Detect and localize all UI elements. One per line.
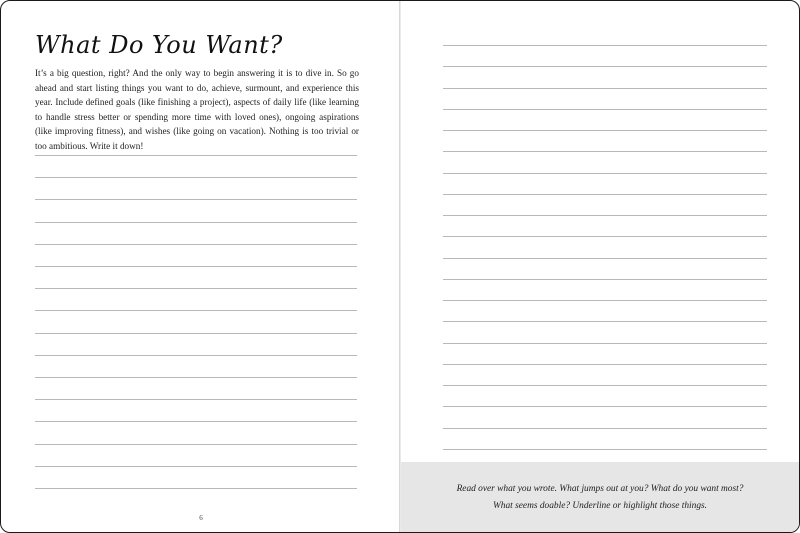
writing-line[interactable] xyxy=(443,385,767,386)
callout-line-2: What seems doable? Underline or highlight those things. xyxy=(492,501,708,511)
right-writing-lines xyxy=(401,1,799,532)
writing-line[interactable] xyxy=(443,300,767,301)
writing-line[interactable] xyxy=(35,444,357,445)
writing-line[interactable] xyxy=(35,199,357,200)
reflection-callout xyxy=(401,462,799,532)
writing-line[interactable] xyxy=(443,364,767,365)
left-writing-lines xyxy=(1,1,399,532)
writing-line[interactable] xyxy=(443,173,767,174)
writing-line[interactable] xyxy=(443,215,767,216)
callout-line-1: Read over what you wrote. What jumps out at you? What do you want most? xyxy=(456,484,744,494)
writing-line[interactable] xyxy=(443,66,767,67)
writing-line[interactable] xyxy=(443,258,767,259)
page-number: 6 xyxy=(199,514,203,522)
writing-line[interactable] xyxy=(35,377,357,378)
writing-line[interactable] xyxy=(443,45,767,46)
writing-line[interactable] xyxy=(443,449,767,450)
left-page xyxy=(1,1,399,532)
writing-line[interactable] xyxy=(35,333,357,334)
writing-line[interactable] xyxy=(443,130,767,131)
writing-line[interactable] xyxy=(443,279,767,280)
writing-line[interactable] xyxy=(35,466,357,467)
writing-line[interactable] xyxy=(443,406,767,407)
writing-line[interactable] xyxy=(35,177,357,178)
writing-line[interactable] xyxy=(443,194,767,195)
writing-line[interactable] xyxy=(443,343,767,344)
writing-line[interactable] xyxy=(35,288,357,289)
writing-line[interactable] xyxy=(35,266,357,267)
right-page xyxy=(401,1,799,532)
writing-line[interactable] xyxy=(443,236,767,237)
writing-line[interactable] xyxy=(443,321,767,322)
writing-line[interactable] xyxy=(35,310,357,311)
writing-line[interactable] xyxy=(35,355,357,356)
intro-paragraph: It’s a big question, right? And the only way to begin answering it is to dive in. So go ahead and start listing things you want to do, achieve, surmount, and experience this year. Include defined goals (like finishing a project), aspects of daily life (like learning to handle stress better or spending more time with loved ones), ongoing aspirations (like improving fitness), and wishes (like going on vacation). Nothing is too trivial or too ambitious. Write it down! xyxy=(35,68,359,151)
writing-line[interactable] xyxy=(35,488,357,489)
writing-line[interactable] xyxy=(443,151,767,152)
page-title: What Do You Want? xyxy=(35,31,283,59)
writing-line[interactable] xyxy=(443,88,767,89)
writing-line[interactable] xyxy=(443,109,767,110)
writing-line[interactable] xyxy=(35,244,357,245)
writing-line[interactable] xyxy=(35,421,357,422)
writing-line[interactable] xyxy=(35,222,357,223)
writing-line[interactable] xyxy=(35,155,357,156)
writing-line[interactable] xyxy=(443,428,767,429)
writing-line[interactable] xyxy=(35,399,357,400)
callout-text xyxy=(421,481,779,515)
